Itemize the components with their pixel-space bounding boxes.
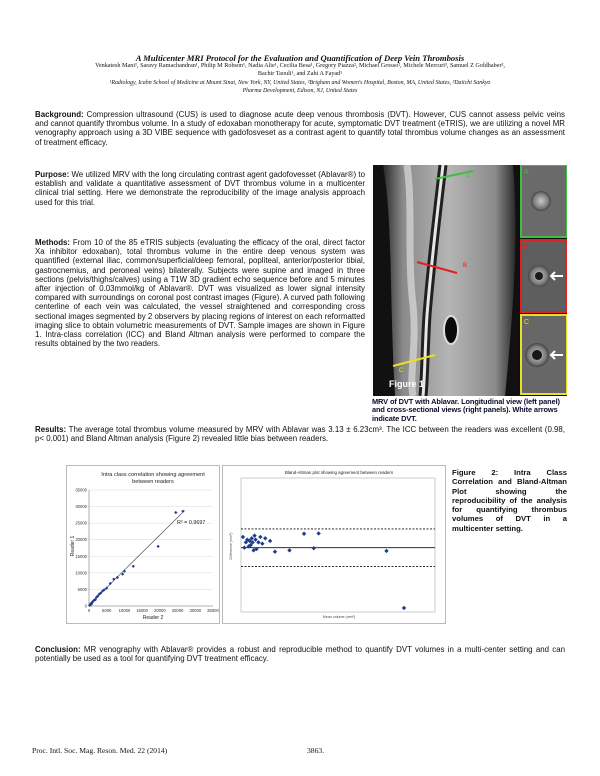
background-label: Background: <box>35 110 84 119</box>
results-label: Results: <box>35 425 67 434</box>
icc-chart-svg <box>67 466 219 623</box>
bland-altman-point <box>242 545 246 549</box>
icc-title: Intra class correlation showing agreement <box>101 472 205 478</box>
purpose-text: We utilized MRV with the long circulating contrast agent gadofovesset (Ablavar®) to establish and validate a quantitative assessment of DVT thrombus volume in a multicenter clinical trial setting. Here we demonstrate the reproducibility of the image analysis approach used for this trial. <box>35 170 365 207</box>
icc-y-tick-label: 10000 <box>75 570 87 576</box>
icc-point <box>112 578 115 581</box>
affiliation-line-1: ¹Radiology, Icahn School of Medicine at Mount Sinai, New York, NY, United States, ²Brigham and Women's Hospital, Boston, MA, United States, ³Daiichi Sankyo <box>109 80 491 86</box>
panel-b-label: B <box>524 244 529 251</box>
icc-x-axis-label: Reader 2 <box>142 615 164 621</box>
panel-b-marker: B <box>463 263 468 269</box>
bland-altman-lines <box>241 529 435 567</box>
icc-point <box>156 545 159 548</box>
bland-altman-point <box>253 537 257 541</box>
cross-section-c-thrombus <box>532 350 542 360</box>
background-section <box>35 110 565 147</box>
bland-altman-point <box>241 535 245 539</box>
leg-tissue <box>383 165 515 396</box>
bland-altman-point <box>258 535 262 539</box>
vessel-cross-dark <box>444 316 458 344</box>
icc-y-tick-label: 25000 <box>75 520 87 526</box>
icc-y-tick-label: 15000 <box>75 553 87 559</box>
icc-x-tick-label: 0 <box>87 608 91 613</box>
bland-altman-point <box>252 533 256 537</box>
figure-2-caption: Figure 2: Intra Class Correlation and Bland-Altman Plot showing the reproducibility of the analysis for quantifying thrombus volumes of DVT in a multicenter setting. <box>452 468 567 533</box>
bland-altman-point <box>302 532 306 536</box>
bland-altman-point <box>268 539 272 543</box>
bland-altman-plot-area <box>241 478 435 612</box>
bland-altman-point <box>260 541 264 545</box>
citation-footer: Proc. Intl. Soc. Mag. Reson. Med. 22 (2014) <box>32 746 168 755</box>
icc-x-tick-label: 20000 <box>154 608 166 613</box>
panel-c-marker: C <box>399 368 404 374</box>
bland-altman-point <box>402 606 406 610</box>
icc-x-tick-label: 30000 <box>189 608 202 613</box>
cross-section-a-vessel <box>531 191 551 211</box>
figure-1-label: Figure 1 <box>389 379 425 389</box>
icc-point <box>132 565 135 568</box>
icc-chart <box>66 465 220 624</box>
icc-x-tick-label: 25000 <box>171 608 184 613</box>
author-list <box>20 62 580 78</box>
purpose-section <box>35 170 365 207</box>
bland-altman-title: Bland-Altman plot showing agreement between readers <box>284 470 394 475</box>
bland-altman-chart <box>222 465 446 624</box>
figure-1-svg <box>373 165 567 396</box>
author-line-1: Venkatesh Mani¹, Saravy Ramachandran¹, Philip M Robson¹, Nadia Alie¹, Cecilia Besa¹, Gregory Piazza², Michael Grosso², Michele Mercuri³, Samuel Z Goldhaber², <box>95 62 505 69</box>
icc-point <box>116 576 119 579</box>
bland-altman-x-label: Mean volume (mm³) <box>322 615 356 619</box>
panel-c-label: C <box>524 319 530 326</box>
background-text: Compression ultrasound (CUS) is used to diagnose acute deep venous thrombosis (DVT). However, CUS cannot assess pelvic veins and cannot quantify thrombus volume. In a study of edoxaban monotherapy for acute, symptomatic DVT treatment (eTRIS), we are utilizing a novel MR venography approach using a 3D VIBE sequence with gadofosveset as a contrast agent to quantify total thrombus volume changes as an assessment of treatment efficacy. <box>35 110 565 147</box>
bland-altman-frame <box>241 478 435 612</box>
icc-y-tick-label: 30000 <box>75 504 87 510</box>
bland-altman-point <box>316 531 320 535</box>
panel-a-marker: A <box>466 174 471 180</box>
bland-altman-point <box>384 549 388 553</box>
affiliation-line-2: Pharma Development, Edison, NJ, United States <box>242 87 358 94</box>
icc-y-tick-label: 5000 <box>77 586 87 592</box>
icc-x-tick-label: 10000 <box>118 608 131 613</box>
methods-label: Methods: <box>35 238 71 247</box>
figure-1-caption: MRV of DVT with Ablavar. Longitudinal view (left panel) and cross-sectional views (right panels). White arrows indicate DVT. <box>372 397 560 423</box>
conclusion-label: Conclusion: <box>35 645 81 654</box>
conclusion-text: MR venography with Ablavar® provides a robust and reproducible method to quantify DVT volumes in a multi-center setting and can potentially be used as a tool for quantifying DVT treatment efficacy. <box>35 645 565 664</box>
icc-x-tick-label: 35000 <box>207 608 219 613</box>
icc-point <box>174 511 177 514</box>
bland-altman-point <box>312 546 316 550</box>
page-number: 3863. <box>307 746 325 755</box>
bland-altman-points <box>241 531 406 610</box>
icc-point <box>181 510 184 513</box>
methods-text: From 10 of the 85 eTRIS subjects (evaluating the efficacy of the oral, direct factor Xa inhibitor edoxaban), total thrombus volume in the entire deep venous system was quantified (external iliac, common/superficial/deep femoral, popliteal, anterior/posterior tibial, gastrocnemius, and peroneal veins) bilaterally. Subjects were supine and imaged in three sections (pelvis/thighs/calves) using a T1W 3D gradient echo sequence before and 5 minutes after injection of 0.03mmol/kg of Ablavar®. DVT was visualized as lower signal intensity compared with surroundings on coronal post contrast images (Figure). A curved path following centerline of each vein was calculated, the vessel straightened and corresponding cross sectional images segmented by 2 observers by placing regions of interest on each reformatted imaging slice to obtain volumetric measurements of DVT. Sample images are shown in Figure 1. Intra-class correlation (ICC) and Bland Altman analysis were performed to compare the results obtained by the two readers. <box>35 238 365 349</box>
icc-x-tick-label: 5000 <box>102 608 112 613</box>
icc-y-tick-label: 35000 <box>75 487 87 493</box>
panel-a-label: A <box>524 169 529 176</box>
icc-y-axis-label: Reader 1 <box>70 535 76 557</box>
purpose-label: Purpose: <box>35 170 70 179</box>
icc-y-tick-label: 20000 <box>75 537 87 543</box>
icc-point <box>109 582 112 585</box>
bland-altman-svg <box>223 466 445 623</box>
bland-altman-point <box>287 548 291 552</box>
paper-title: A Multicenter MRI Protocol for the Evaluation and Quantification of Deep Vein Thrombosis <box>135 53 465 63</box>
bland-altman-point <box>263 536 267 540</box>
methods-section <box>35 238 365 348</box>
results-section <box>35 425 565 443</box>
affiliations <box>30 80 570 95</box>
icc-r-squared: R² = 0.9697 <box>177 520 206 526</box>
cross-section-b-thrombus <box>535 272 543 280</box>
author-line-2: Bachir Taouli¹, and Zahi A Fayad¹ <box>257 70 343 77</box>
results-text: The average total thrombus volume measured by MRV with Ablavar was 3.13 ± 6.23cm³. The ICC between the readers was excellent (0.98, p< 0.001) and Bland Altman analysis (Figure 2) revealed little bias between readers. <box>35 425 565 444</box>
icc-point <box>123 570 126 573</box>
conclusion-section <box>35 645 565 663</box>
icc-y-tick-label: 0 <box>84 603 87 609</box>
icc-x-tick-label: 15000 <box>136 608 148 613</box>
bland-altman-point <box>273 550 277 554</box>
figure-1-image <box>373 165 567 396</box>
bland-altman-point <box>256 540 260 544</box>
bland-altman-y-label: Difference (mm³) <box>229 532 233 560</box>
icc-title-line-2: between readers <box>132 479 174 485</box>
